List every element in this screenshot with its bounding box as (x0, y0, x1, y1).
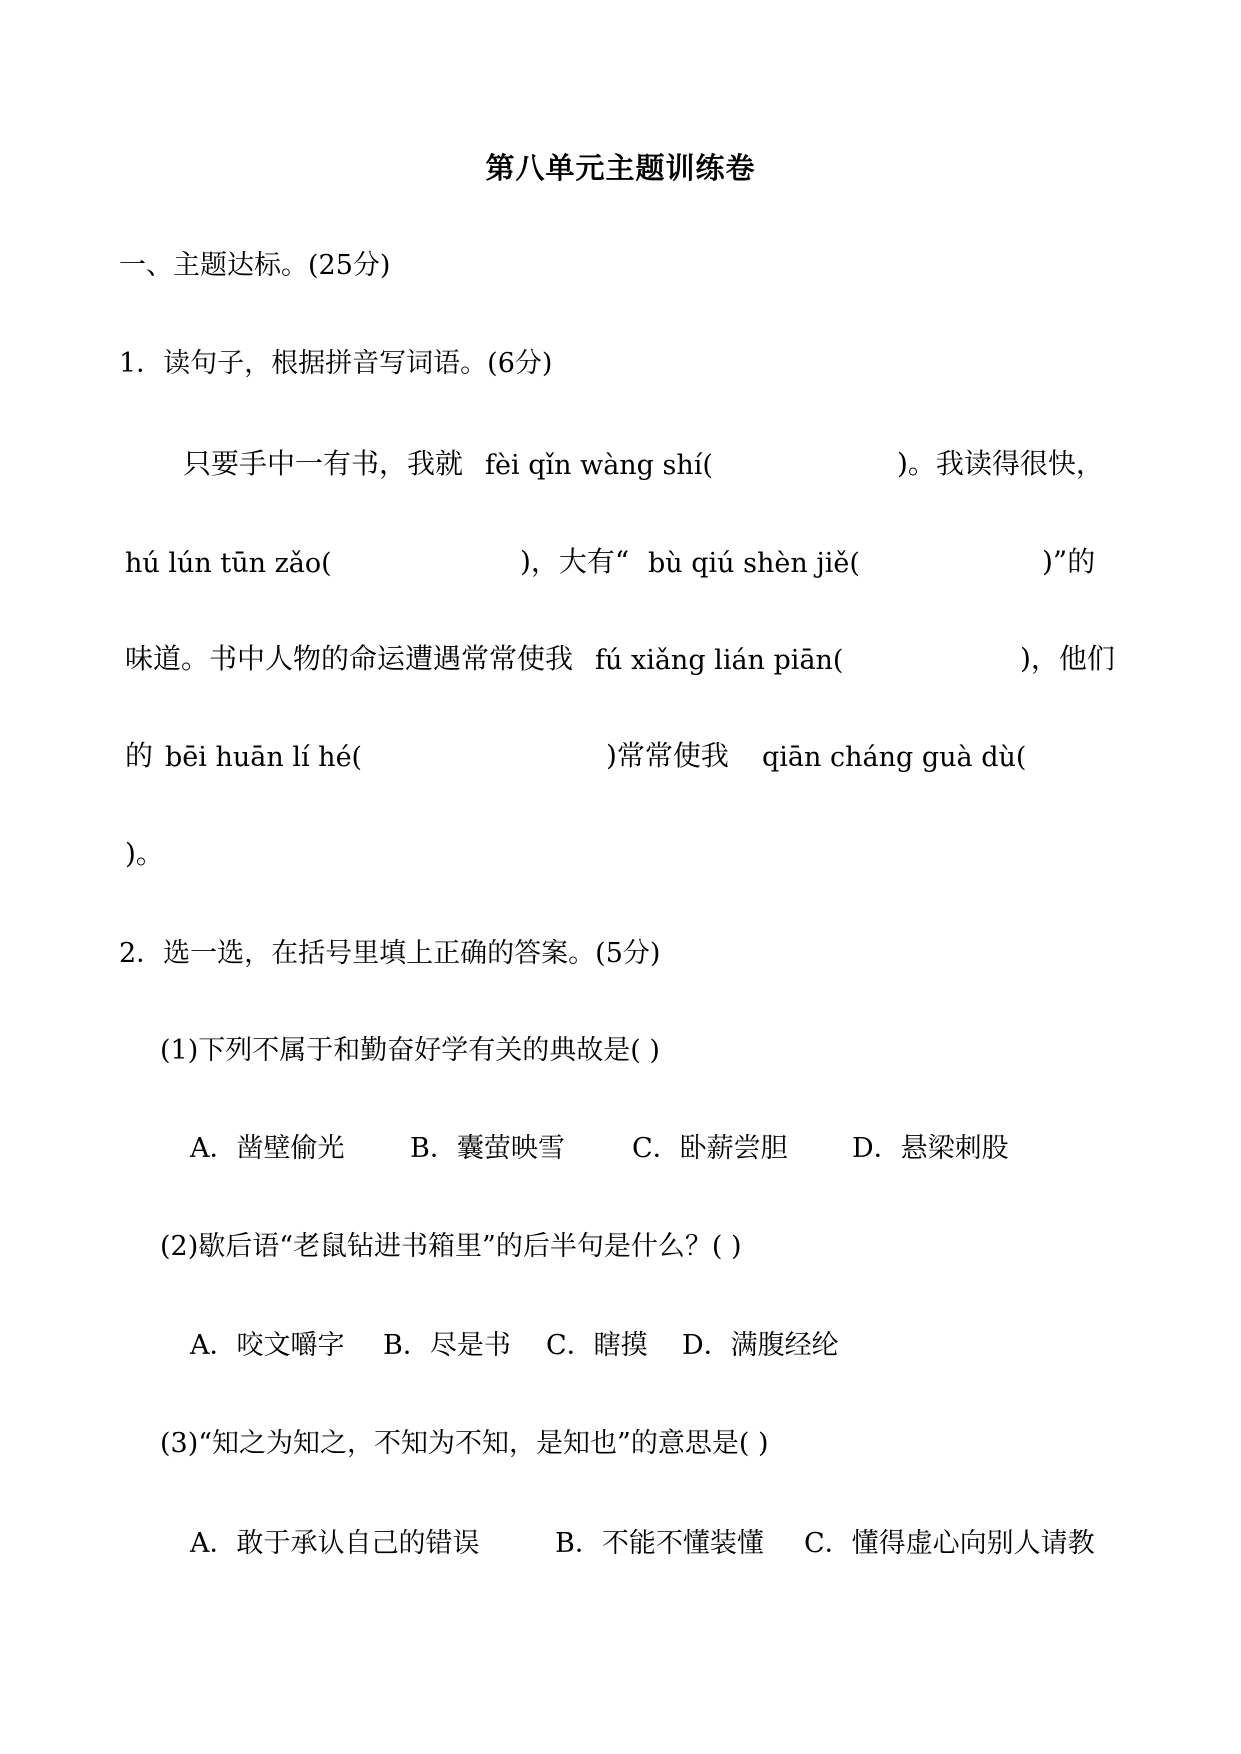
q2-sub2-option-d: D．满腹经纶 (682, 1330, 839, 1361)
q1-line4-mid: )常常使我 (606, 739, 729, 772)
q2-sub1-option-b: B．囊萤映雪 (410, 1133, 565, 1164)
question-2-stem: 2．选一选，在括号里填上正确的答案。(5分) (119, 938, 661, 969)
q1-line2-mid: )，大有“ (520, 545, 630, 578)
q1-line2-tail: )”的 (1042, 545, 1096, 578)
q2-sub1-option-c: C．卧薪尝胆 (632, 1133, 788, 1164)
q1-line4-lead: 的 (125, 739, 154, 772)
q2-sub2-option-a: A．咬文嚼字 (190, 1330, 345, 1361)
q2-sub3-stem: (3)“知之为知之，不知为不知，是知也”的意思是( ) (160, 1428, 769, 1459)
page-title: 第八单元主题训练卷 (485, 151, 756, 185)
q1-line1-lead: 只要手中一有书，我就 (183, 447, 464, 480)
q2-sub1-option-a: A．凿壁偷光 (190, 1133, 345, 1164)
q1-pinyin-hulun: hú lún tūn zǎo( (125, 548, 332, 579)
question-1-stem: 1．读句子，根据拼音写词语。(6分) (119, 348, 553, 379)
q2-sub3-option-c: C．懂得虚心向别人请教 (804, 1528, 1095, 1559)
q1-line3-tail: )，他们 (1020, 642, 1115, 675)
q1-pinyin-qianchang: qiān cháng guà dù( (762, 742, 1027, 773)
q1-pinyin-buqiu: bù qiú shèn jiě( (648, 548, 860, 579)
q2-sub3-option-b: B．不能不懂装懂 (555, 1528, 764, 1559)
q1-line5: )。 (125, 837, 164, 870)
q1-line3-lead: 味道。书中人物的命运遭遇常常使我 (125, 642, 574, 675)
q1-line1-close: )。我读得很快， (897, 447, 1104, 480)
section-heading: 一、主题达标。(25分) (119, 250, 391, 281)
q2-sub3-option-a: A．敢于承认自己的错误 (190, 1528, 480, 1559)
q1-pinyin-fuxiang: fú xiǎng lián piān( (595, 645, 844, 676)
q2-sub1-option-d: D．悬梁刺股 (852, 1133, 1009, 1164)
q1-pinyin-feiqin: fèi qǐn wàng shí( (485, 450, 713, 481)
q2-sub2-option-b: B．尽是书 (383, 1330, 511, 1361)
q2-sub2-option-c: C．瞎摸 (546, 1330, 648, 1361)
q2-sub2-stem: (2)歇后语“老鼠钻进书箱里”的后半句是什么？( ) (160, 1231, 742, 1262)
q2-sub1-stem: (1)下列不属于和勤奋好学有关的典故是( ) (160, 1035, 660, 1066)
q1-pinyin-beihuan: bēi huān lí hé( (165, 742, 363, 773)
